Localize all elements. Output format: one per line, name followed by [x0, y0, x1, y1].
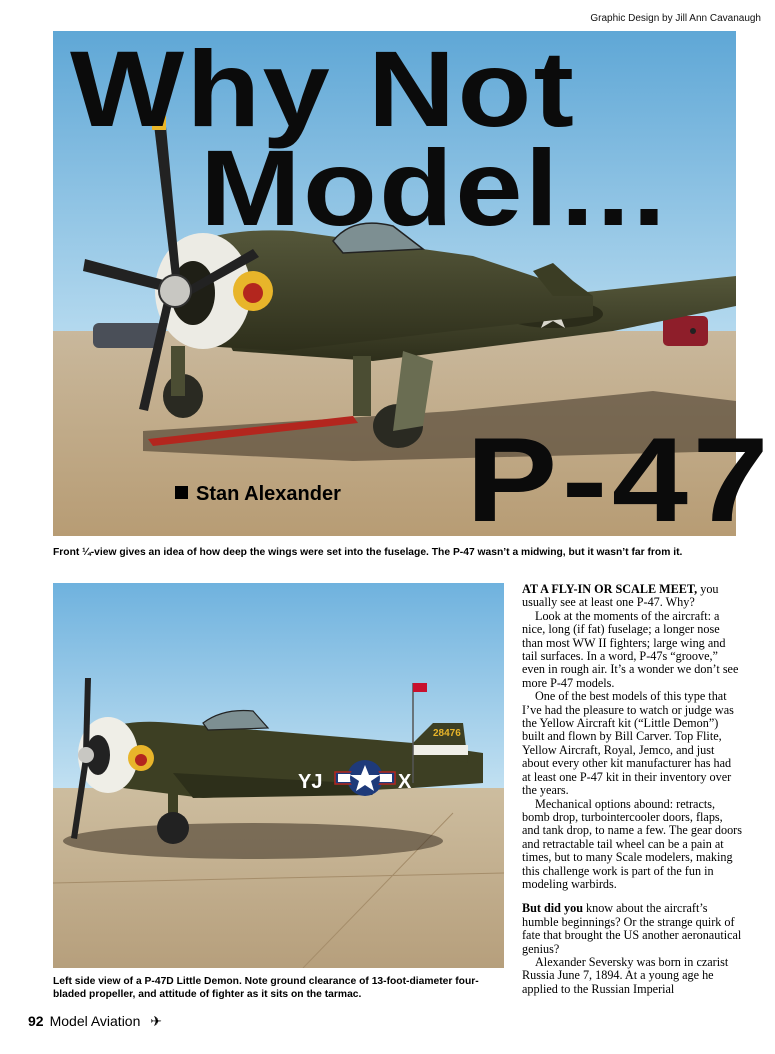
article-body: [522, 583, 742, 1001]
hero-caption: Front ¼-view gives an idea of how deep the wings were set into the fuselage. The P-47 wasn’t a midwing, but it wasn’t far from it.: [53, 547, 683, 558]
title-line-3: P-47: [466, 413, 774, 547]
magazine-name: Model Aviation: [49, 1013, 141, 1029]
article-paragraph: Alexander Seversky was born in czarist Russia June 7, 1894. At a young age he applied to the Russian Imperial: [522, 954, 729, 996]
side-view-photo: [53, 583, 504, 968]
article-paragraph: One of the best models of this type that I’ve had the pleasure to watch or judge was the Yellow Aircraft kit (“Little Demon”) built and flown by Bill Carver. Top Flite, Yellow Aircraft, Royal, Jemco, and just about every other kit manufacturer has had at least one P-47 kit in their inventory over the years.: [522, 689, 734, 798]
article-paragraph: Mechanical options abound: retracts, bomb drop, turbointercooler doors, flaps, and tank drop, to name a few. The gear doors and retractable tail wheel can be a pain at times, but to many Scale modelers, making this challenge work is part of the fun in modeling warbirds.: [522, 796, 742, 891]
article-paragraph: But did you know about the aircraft’s humble beginnings? Or the strange quirk of fate that brought the US another aeronautical genius?: [522, 901, 742, 956]
square-bullet-icon: [175, 486, 188, 499]
title-line-1: Why Not: [70, 28, 577, 149]
squadron-code: YJ: [298, 771, 323, 793]
design-credit: Graphic Design by Jill Ann Cavanaugh: [590, 13, 761, 24]
aircraft-letter: X: [398, 771, 412, 793]
page-footer: [28, 1013, 162, 1030]
lead-in: AT A FLY-IN OR SCALE MEET,: [522, 583, 698, 596]
article-paragraph: Look at the moments of the aircraft: a nice, long (if fat) fuselage; a longer nose than most WW II fighters; large wing and tail surfaces. In a word, P-47s “groove,” even in rough air. It’s a wonder we don’t see more P-47 models.: [522, 608, 739, 690]
tail-number: 28476: [433, 728, 461, 739]
article-paragraph: AT A FLY-IN OR SCALE MEET, you usually see at least one P-47. Why?: [522, 583, 719, 610]
lead-in: But did you: [522, 901, 583, 916]
byline: [175, 483, 341, 506]
page-number: 92: [28, 1013, 44, 1029]
author-name: Stan Alexander: [196, 483, 341, 505]
airplane-icon: ✈: [150, 1013, 163, 1029]
title-line-2: Model...: [200, 127, 669, 248]
side-view-caption: Left side view of a P-47D Little Demon. Note ground clearance of 13-foot-diameter four-bladed propeller, and attitude of fighter as it sits on the tarmac.: [53, 976, 479, 1000]
